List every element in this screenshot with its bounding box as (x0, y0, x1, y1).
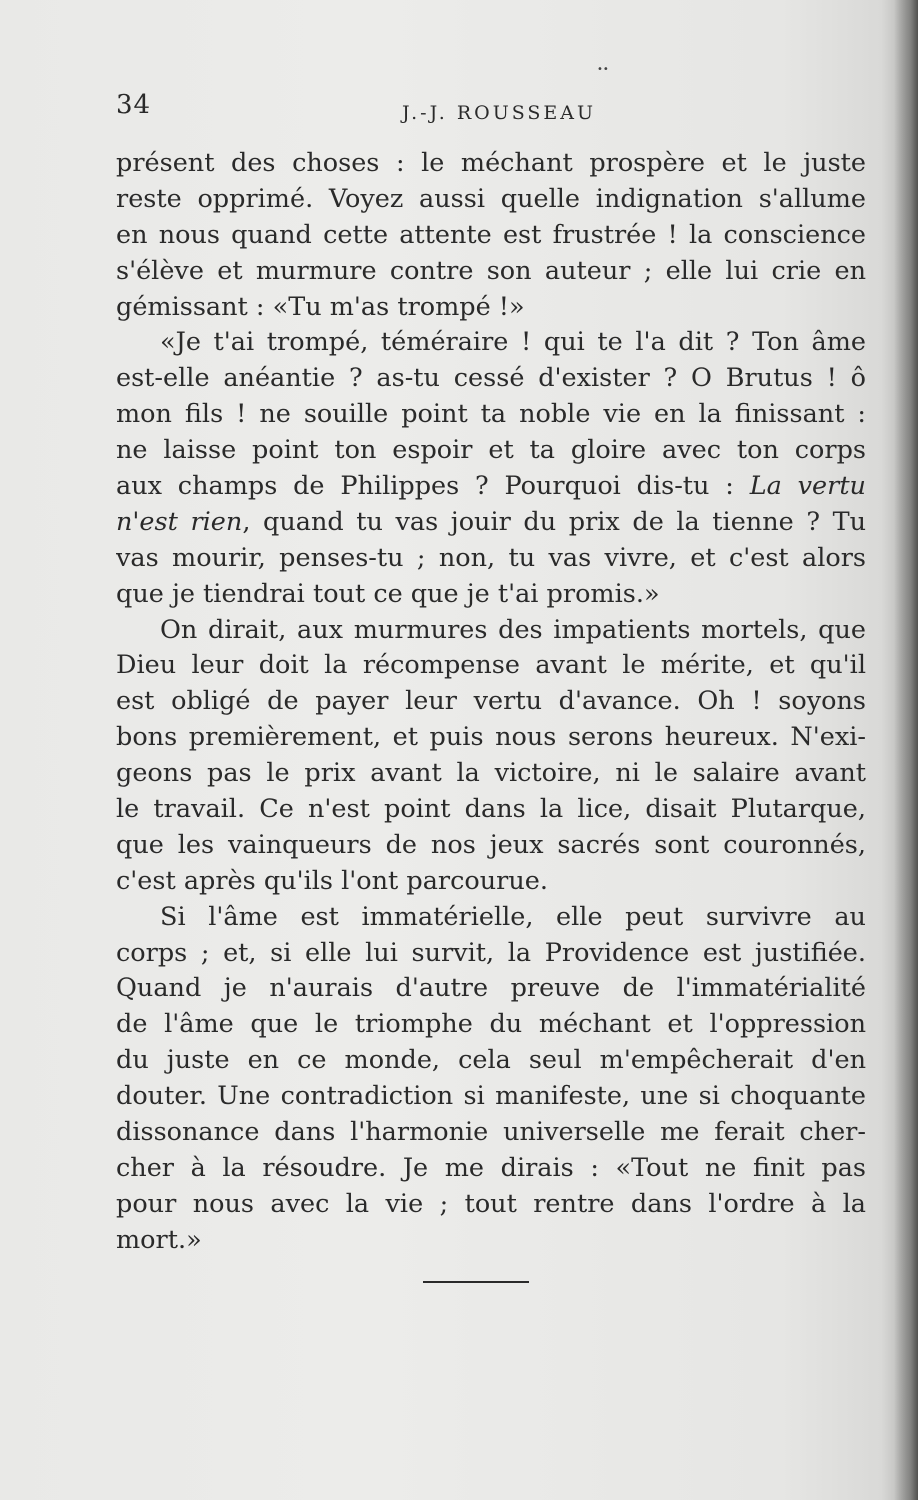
text-span: aux champs de Philippes ? Pourquoi dis-tu : (116, 471, 734, 502)
text-line: gémissant : «Tu m'as trompé !» (116, 291, 525, 322)
text-span: , quand tu vas jouir du prix de la tienne ? Tu (242, 506, 866, 537)
text-line: le travail. Ce n'est point dans la lice, disait Plutarque, (116, 794, 866, 825)
text-line: est-elle anéantie ? as-tu cessé d'exister ? O Brutus ! ô (116, 363, 866, 394)
text-line: Dieu leur doit la récompense avant le mérite, et qu'il (116, 650, 866, 681)
page-edge-shadow (894, 0, 918, 1500)
text-line: bons premièrement, et puis nous serons heureux. N'exi- (116, 722, 866, 753)
text-line: corps ; et, si elle lui survit, la Providence est justifiée. (116, 937, 866, 968)
text-line: Quand je n'aurais d'autre preuve de l'immatérialité (116, 973, 866, 1004)
page-number: 34 (116, 90, 152, 120)
text-line-with-italic (116, 469, 866, 505)
text-line: dissonance dans l'harmonie universelle me ferait cher- (116, 1117, 866, 1148)
text-line: «Je t'ai trompé, téméraire ! qui te l'a dit ? Ton âme (160, 327, 866, 358)
text-line: Si l'âme est immatérielle, elle peut survivre au (160, 901, 866, 932)
text-line: douter. Une contradiction si manifeste, une si choquante (116, 1081, 866, 1112)
text-line: vas mourir, penses-tu ; non, tu vas vivre, et c'est alors (116, 542, 866, 573)
text-line: s'élève et murmure contre son auteur ; elle lui crie en (116, 255, 866, 286)
page-header (116, 90, 866, 146)
italic-phrase: La vertu (749, 471, 866, 502)
text-line: ne laisse point ton espoir et ta gloire avec ton corps (116, 435, 866, 466)
italic-phrase-continued: n'est rien (116, 506, 243, 537)
page-text-block (116, 90, 866, 1259)
paragraph-4 (116, 900, 866, 1259)
text-line: mon fils ! ne souille point ta noble vie en la finissant : (116, 399, 866, 430)
paragraph-1 (116, 146, 866, 325)
text-line: est obligé de payer leur vertu d'avance. Oh ! soyons (116, 686, 866, 717)
text-line: cher à la résoudre. Je me dirais : «Tout ne finit pas (116, 1152, 866, 1183)
text-line: mort.» (116, 1224, 202, 1255)
text-line: geons pas le prix avant la victoire, ni le salaire avant (116, 758, 866, 789)
text-line: du juste en ce monde, cela seul m'empêcherait d'en (116, 1045, 866, 1076)
text-line-with-italic (116, 505, 866, 541)
printing-speck: •• (597, 64, 609, 75)
text-line: pour nous avec la vie ; tout rentre dans l'ordre à la (116, 1188, 866, 1219)
text-line: reste opprimé. Voyez aussi quelle indignation s'allume (116, 183, 866, 214)
text-line: en nous quand cette attente est frustrée ! la conscience (116, 219, 866, 250)
text-line: c'est après qu'ils l'ont parcourue. (116, 865, 548, 896)
text-line: présent des choses : le méchant prospère et le juste (116, 148, 866, 178)
text-line: On dirait, aux murmures des impatients mortels, que (160, 614, 866, 645)
text-line: que les vainqueurs de nos jeux sacrés sont couronnés, (116, 829, 866, 860)
paragraph-2 (116, 325, 866, 612)
running-title: J.-J. ROUSSEAU (402, 102, 597, 124)
text-line: de l'âme que le triomphe du méchant et l'oppression (116, 1009, 866, 1040)
end-rule-divider (423, 1281, 529, 1283)
text-line: que je tiendrai tout ce que je t'ai promis.» (116, 578, 660, 609)
paragraph-3 (116, 613, 866, 900)
